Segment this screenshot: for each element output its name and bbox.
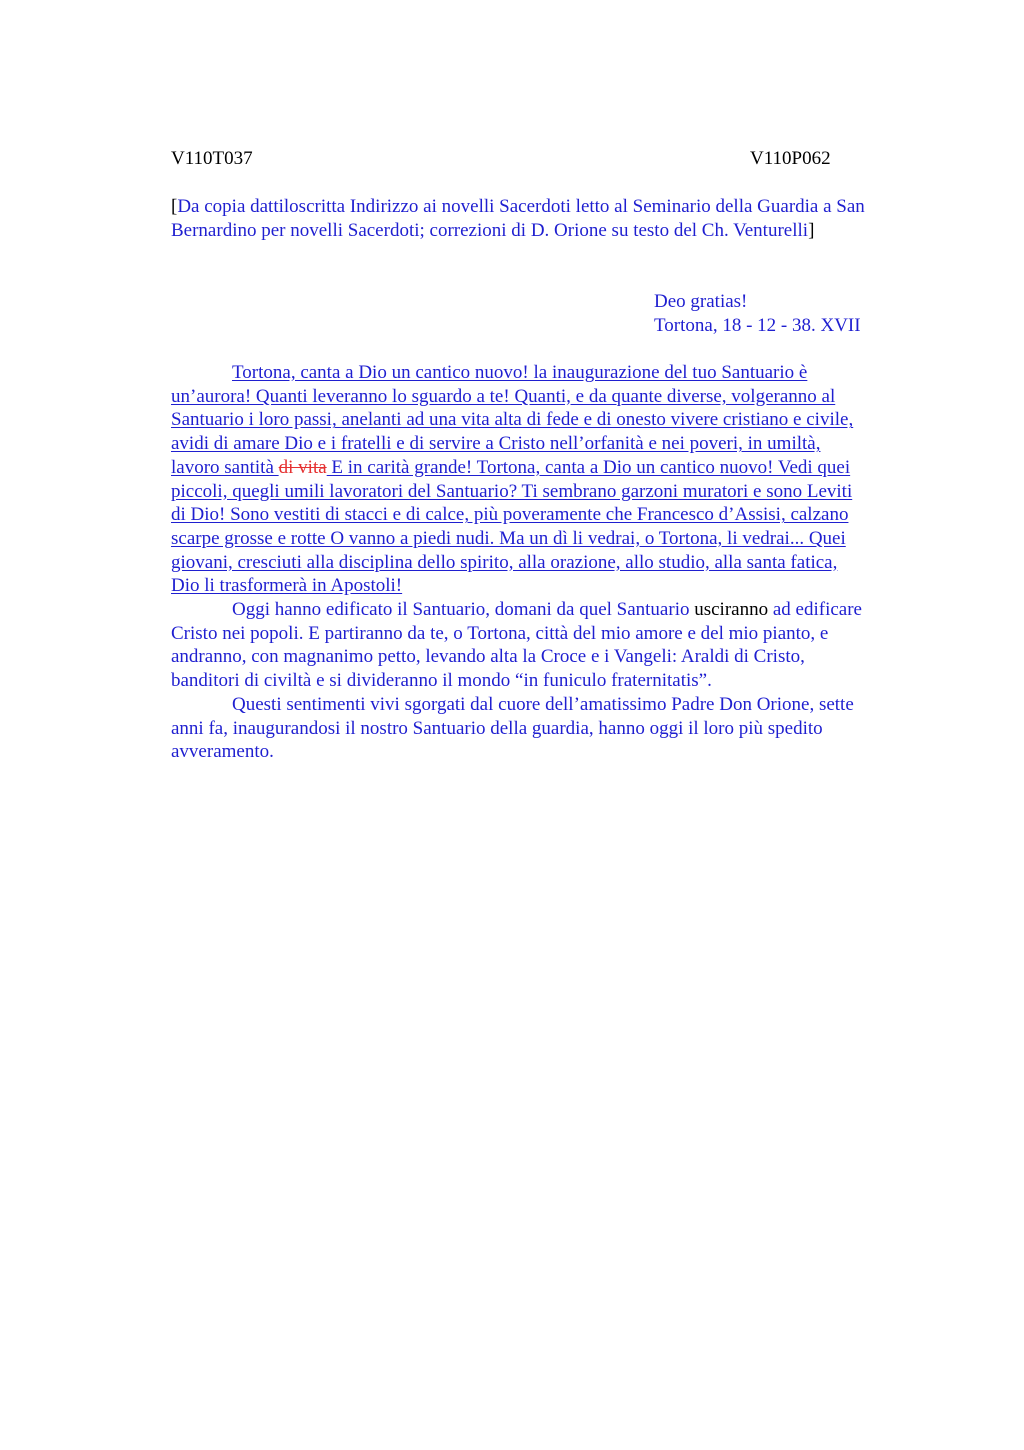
editorial-note: [171, 195, 941, 243]
deleted-text: di vita: [278, 456, 327, 478]
paragraph-2-line: Oggi hanno edificato il Santuario, domani da quel Santuario usciranno ad edificare: [232, 599, 862, 621]
dateline: [654, 290, 861, 338]
paragraph-2-line: banditori di civiltà e si divideranno il mondo “in funiculo fraternitatis”.: [171, 670, 712, 692]
paragraph-1-line: Tortona, canta a Dio un cantico nuovo! la inaugurazione del tuo Santuario è: [232, 362, 808, 383]
paragraph-2-line: andranno, con magnanimo petto, levando alta la Croce e i Vangeli: Araldi di Cristo,: [171, 646, 805, 668]
paragraph-1-line: Santuario i loro passi, anelanti ad una vita alta di fede e di onesto vivere cristiano e civile,: [171, 409, 854, 431]
paragraph-1-line: di Dio! Sono vestiti di stacci e di calce, più poveramente che Francesco d’Assisi, calzano: [171, 504, 849, 526]
dateline-place-date: Tortona, 18 - 12 - 38. XVII: [654, 315, 861, 336]
editorial-note-line-2: [171, 219, 941, 243]
paragraph-1-line: Dio li trasformerà in Apostoli!: [171, 575, 403, 597]
editorial-note-line-1: [171, 195, 941, 219]
paragraph-1-line: lavoro santità di vita E in carità grande! Tortona, canta a Dio un cantico nuovo! Vedi quei: [171, 456, 851, 478]
note-open-bracket: [: [171, 196, 178, 217]
document-code-left: V110T037: [171, 148, 253, 169]
paragraph-2-line: Cristo nei popoli. E partiranno da te, o Tortona, città del mio amore e del mio pianto, e: [171, 622, 829, 644]
inserted-word: usciranno: [694, 599, 769, 621]
paragraph-1-line: piccoli, quegli umili lavoratori del Santuario? Ti sembrano garzoni muratori e sono Leviti: [171, 480, 853, 502]
paragraph-1-line: giovani, cresciuti alla disciplina dello spirito, alla orazione, allo studio, alla santa fatica,: [171, 551, 838, 573]
document-code-right: V110P062: [750, 148, 831, 169]
note-text-1: Da copia dattiloscritta Indirizzo ai novelli Sacerdoti letto al Seminario della Guardia a San: [177, 196, 865, 217]
note-text-2: Bernardino per novelli Sacerdoti; correzioni di D. Orione su testo del Ch. Venturelli: [171, 220, 809, 241]
paragraph-1-line: avidi di amare Dio e i fratelli e di servire a Cristo nell’orfanità e nei poveri, in umiltà,: [171, 433, 821, 455]
paragraph-3-line: Questi sentimenti vivi sgorgati dal cuore dell’amatissimo Padre Don Orione, sette: [232, 693, 854, 715]
paragraph-3-line: anni fa, inaugurandosi il nostro Santuario della guardia, hanno oggi il loro più spedito: [171, 717, 823, 739]
paragraph-1-line: un’aurora! Quanti leveranno lo sguardo a te! Quanti, e da quante diverse, volgeranno al: [171, 385, 836, 407]
letter-body: [171, 361, 931, 764]
note-close-bracket: ]: [808, 220, 815, 241]
paragraph-1-line: scarpe grosse e rotte O vanno a piedi nudi. Ma un dì li vedrai, o Tortona, li vedrai... Quei: [171, 527, 846, 549]
paragraph-3-line: avveramento.: [171, 741, 274, 763]
dateline-greeting: Deo gratias!: [654, 291, 748, 312]
